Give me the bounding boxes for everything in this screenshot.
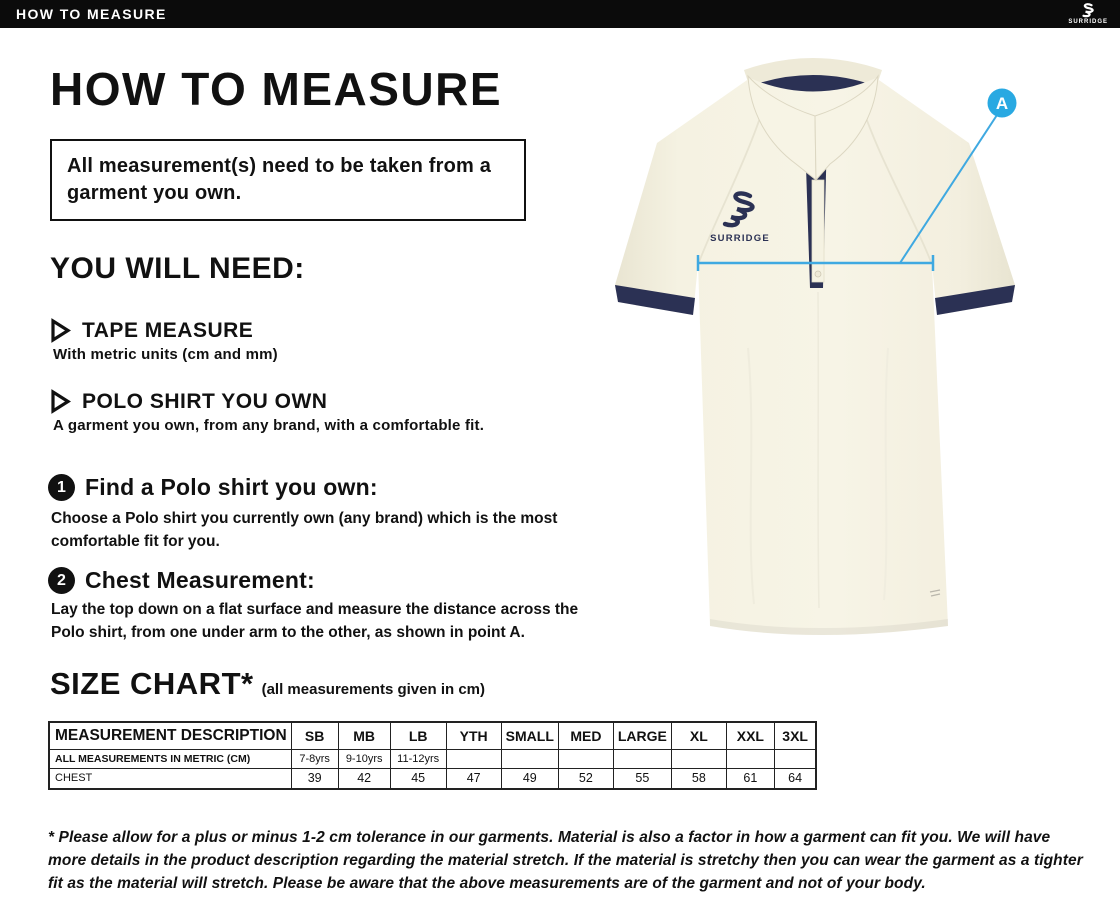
size-chart-subtitle: (all measurements given in cm)	[261, 681, 485, 698]
table-cell: 55	[613, 768, 671, 789]
top-bar-title: HOW TO MEASURE	[16, 6, 167, 22]
need-item-description: A garment you own, from any brand, with a comfortable fit.	[53, 417, 485, 434]
table-cell: 58	[671, 768, 726, 789]
need-item-polo-shirt	[50, 389, 327, 414]
need-item-description: With metric units (cm and mm)	[53, 346, 278, 363]
placket-button-strip	[812, 180, 824, 282]
point-a-label: A	[995, 94, 1009, 113]
table-row-chest	[49, 768, 816, 789]
table-cell	[613, 749, 671, 768]
table-cell	[671, 749, 726, 768]
step-1-title: Find a Polo shirt you own:	[85, 474, 378, 500]
tolerance-disclaimer: * Please allow for a plus or minus 1-2 cm tolerance in our garments. Material is also a factor in how a garment can fit you. We will have more details in the product description regarding the material stretch. If the material is stretchy then you can wear the garment as a tighter fit as the material will stretch. Please be aware that the above measurements are of the garment and not of your body.	[48, 828, 1083, 892]
step-2-description: Lay the top down on a flat surface and measure the distance across the Polo shirt, from one under arm to the other, as shown in point A.	[51, 601, 579, 641]
polo-shirt-figure	[598, 48, 1018, 648]
column-header: SB	[291, 722, 338, 749]
table-cell: 7-8yrs	[291, 749, 338, 768]
column-header: LB	[390, 722, 446, 749]
column-header: XL	[671, 722, 726, 749]
shirt-brand-text: SURRIDGE	[710, 233, 770, 244]
table-cell	[774, 749, 816, 768]
column-header: MED	[558, 722, 613, 749]
column-header: XXL	[726, 722, 774, 749]
table-cell	[726, 749, 774, 768]
column-header: LARGE	[613, 722, 671, 749]
step-1-number-badge: 1	[48, 474, 75, 501]
table-cell: 61	[726, 768, 774, 789]
table-cell: 11-12yrs	[390, 749, 446, 768]
step-1-description: Choose a Polo shirt you currently own (any brand) which is the most comfortable fit for you.	[51, 510, 558, 550]
page-title: HOW TO MEASURE	[50, 63, 503, 115]
table-cell: 39	[291, 768, 338, 789]
need-item-title: TAPE MEASURE	[82, 318, 254, 342]
column-header: SMALL	[501, 722, 558, 749]
row-label: CHEST	[49, 768, 291, 789]
size-chart-header-row	[49, 722, 816, 749]
surridge-coil-icon	[1079, 3, 1097, 18]
table-cell: 47	[446, 768, 501, 789]
top-bar	[0, 0, 1120, 28]
step-2-header	[48, 567, 315, 594]
polo-shirt-illustration	[598, 48, 1018, 648]
surridge-logo	[1068, 3, 1112, 25]
you-will-need-heading: YOU WILL NEED:	[50, 252, 305, 285]
table-cell: 49	[501, 768, 558, 789]
need-item-tape-measure	[50, 318, 253, 343]
placket-button	[815, 271, 821, 277]
table-row-age-ranges	[49, 749, 816, 768]
size-chart-heading	[50, 666, 485, 702]
table-cell: 52	[558, 768, 613, 789]
triangle-bullet-icon	[50, 389, 71, 414]
table-cell: 45	[390, 768, 446, 789]
table-cell: 64	[774, 768, 816, 789]
need-item-title: POLO SHIRT YOU OWN	[82, 389, 328, 413]
notice-text: All measurement(s) need to be taken from a garment you own.	[67, 155, 492, 204]
triangle-bullet-icon	[50, 318, 71, 343]
size-chart-title: SIZE CHART*	[50, 666, 254, 701]
table-cell	[501, 749, 558, 768]
size-chart-table	[48, 721, 817, 790]
step-2-title: Chest Measurement:	[85, 567, 315, 593]
column-header: YTH	[446, 722, 501, 749]
table-cell: 42	[338, 768, 390, 789]
table-cell	[446, 749, 501, 768]
surridge-logo-text: SURRIDGE	[1068, 19, 1108, 25]
table-cell: 9-10yrs	[338, 749, 390, 768]
row-label: ALL MEASUREMENTS IN METRIC (CM)	[49, 749, 291, 768]
center-crease	[818, 292, 819, 608]
step-2-number-badge: 2	[48, 567, 75, 594]
notice-box	[50, 139, 526, 221]
column-header: MB	[338, 722, 390, 749]
column-header: MEASUREMENT DESCRIPTION	[49, 722, 291, 749]
column-header: 3XL	[774, 722, 816, 749]
step-1-header	[48, 474, 378, 501]
table-cell	[558, 749, 613, 768]
